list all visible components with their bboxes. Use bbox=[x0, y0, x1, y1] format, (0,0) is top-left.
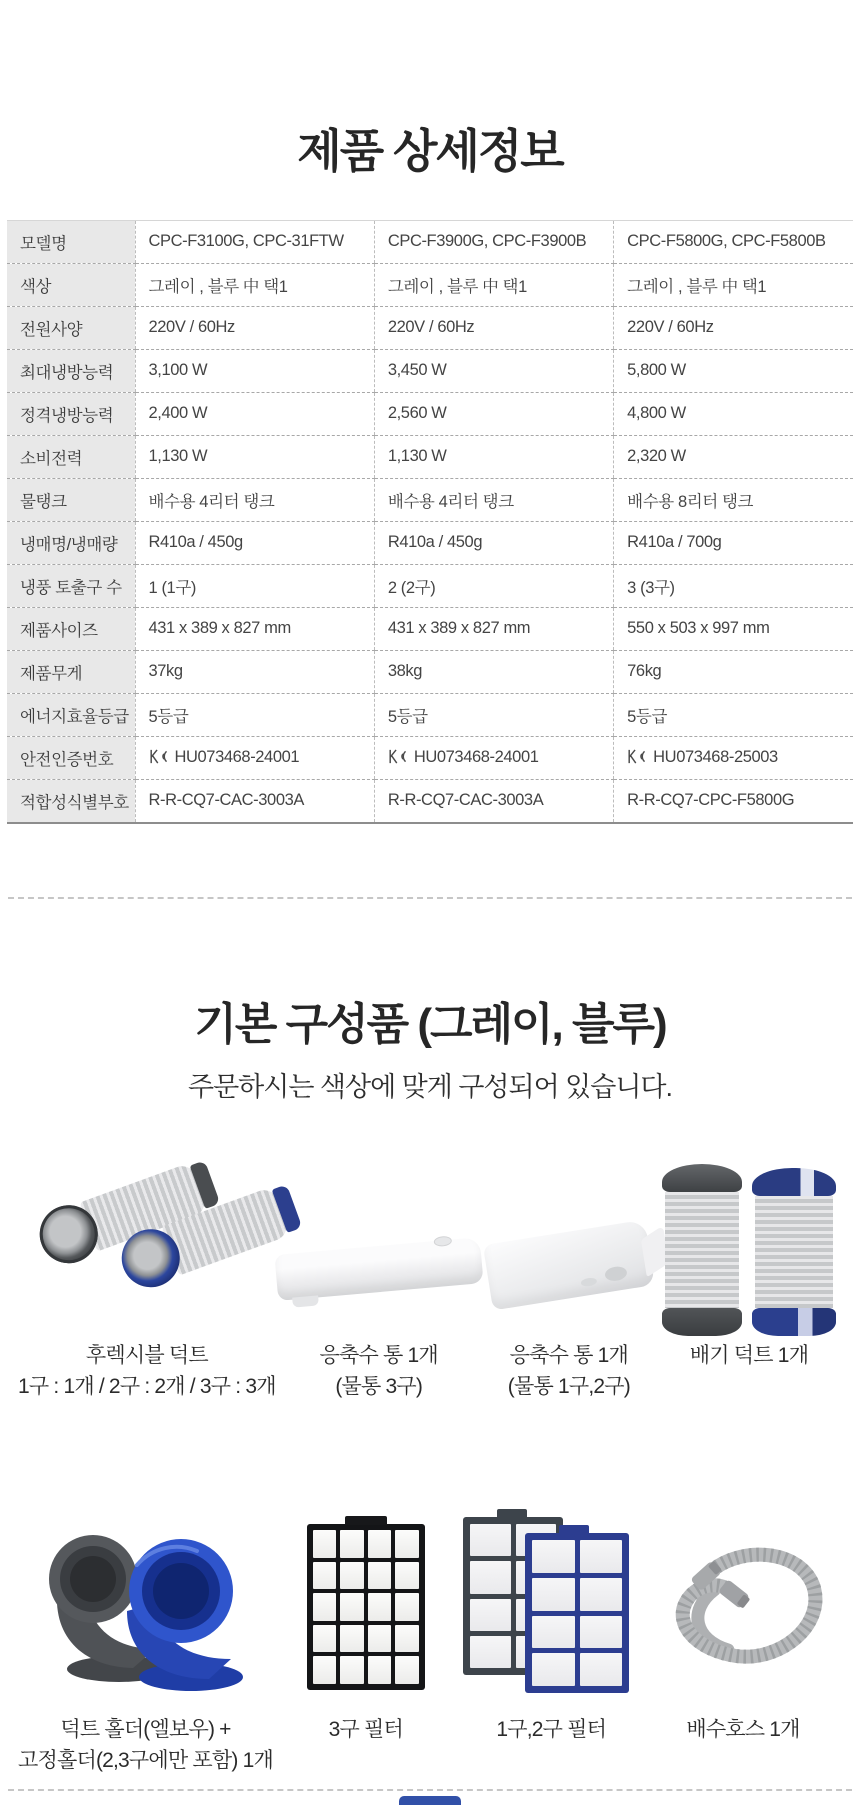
spec-value: 220V / 60Hz bbox=[614, 306, 853, 349]
spec-value: R410a / 450g bbox=[374, 521, 613, 564]
spec-value: 5등급 bbox=[374, 693, 613, 736]
exhaust-duct-drawing bbox=[656, 1148, 842, 1326]
spec-value: R410a / 700g bbox=[614, 521, 853, 564]
duct-holder-elbow-drawing bbox=[33, 1519, 259, 1695]
caption-line-1: 배수호스 1개 bbox=[686, 1718, 800, 1742]
spec-label: 냉매명/냉매량 bbox=[7, 521, 135, 564]
component-caption bbox=[320, 1340, 438, 1402]
spec-row bbox=[7, 306, 853, 349]
spec-label: 에너지효율등급 bbox=[7, 693, 135, 736]
spec-label: 전원사양 bbox=[7, 306, 135, 349]
section-divider bbox=[8, 1789, 852, 1791]
caption-line-1: 3구 필터 bbox=[328, 1718, 403, 1742]
spec-row bbox=[7, 263, 853, 306]
section-divider bbox=[8, 897, 852, 899]
next-section-image-cutoff bbox=[399, 1796, 461, 1805]
component-condensate-tank-12 bbox=[482, 1144, 656, 1402]
flexible-duct-image bbox=[18, 1144, 276, 1326]
spec-value-text: HU073468-24001 bbox=[413, 748, 539, 767]
spec-value: 550 x 503 x 997 mm bbox=[614, 607, 853, 650]
spec-value: 배수용 4리터 탱크 bbox=[135, 478, 374, 521]
spec-value: 그레이 , 블루 中 택1 bbox=[614, 263, 853, 306]
filter-12-drawing bbox=[463, 1517, 639, 1697]
spec-label: 냉풍 토출구 수 bbox=[7, 564, 135, 607]
spec-label: 정격냉방능력 bbox=[7, 392, 135, 435]
component-exhaust-duct bbox=[656, 1144, 842, 1402]
condensate-tank-3-drawing bbox=[274, 1237, 483, 1301]
spec-value bbox=[135, 736, 374, 779]
kc-certification-icon bbox=[388, 748, 407, 765]
spec-row bbox=[7, 736, 853, 779]
spec-value: R-R-CQ7-CPC-F5800G bbox=[614, 779, 853, 823]
spec-value: 1,130 W bbox=[135, 435, 374, 478]
spec-label: 제품사이즈 bbox=[7, 607, 135, 650]
spec-value: 배수용 8리터 탱크 bbox=[614, 478, 853, 521]
spec-label: 색상 bbox=[7, 263, 135, 306]
spec-label: 최대냉방능력 bbox=[7, 349, 135, 392]
spec-value: CPC-F3100G, CPC-31FTW bbox=[135, 220, 374, 263]
condensate-tank-12-image bbox=[482, 1144, 656, 1326]
spec-row bbox=[7, 779, 853, 823]
spec-row bbox=[7, 693, 853, 736]
flexible-duct-drawing bbox=[32, 1156, 262, 1326]
caption-line-2: 1구 : 1개 / 2구 : 2개 / 3구 : 3개 bbox=[18, 1374, 276, 1398]
component-flexible-duct bbox=[18, 1144, 276, 1402]
spec-value: CPC-F5800G, CPC-F5800B bbox=[614, 220, 853, 263]
spec-label: 물탱크 bbox=[7, 478, 135, 521]
filter-12-blue bbox=[525, 1533, 629, 1693]
component-filter-12 bbox=[459, 1514, 645, 1776]
spec-value: 2,560 W bbox=[374, 392, 613, 435]
component-caption bbox=[508, 1340, 630, 1402]
spec-value-text: HU073468-25003 bbox=[653, 748, 778, 767]
spec-value: CPC-F3900G, CPC-F3900B bbox=[374, 220, 613, 263]
components-grid-row-2 bbox=[18, 1514, 842, 1776]
filter-3-image bbox=[273, 1514, 459, 1700]
spec-value: 그레이 , 블루 中 택1 bbox=[135, 263, 374, 306]
spec-row bbox=[7, 435, 853, 478]
component-condensate-tank-3 bbox=[276, 1144, 482, 1402]
component-caption bbox=[686, 1714, 799, 1745]
spec-label: 제품무게 bbox=[7, 650, 135, 693]
component-duct-holder-elbow bbox=[18, 1514, 273, 1776]
exhaust-duct-blue bbox=[752, 1154, 836, 1336]
spec-value-text: HU073468-24001 bbox=[174, 748, 300, 767]
spec-value bbox=[614, 736, 853, 779]
filter-12-image bbox=[459, 1514, 645, 1700]
spec-value: 3,450 W bbox=[374, 349, 613, 392]
spec-row bbox=[7, 220, 853, 263]
spec-value: 76kg bbox=[614, 650, 853, 693]
spec-value: 5등급 bbox=[614, 693, 853, 736]
drain-hose-drawing bbox=[644, 1528, 842, 1686]
component-filter-3 bbox=[273, 1514, 459, 1776]
spec-value: 1 (1구) bbox=[135, 564, 374, 607]
spec-row bbox=[7, 650, 853, 693]
filter-3-drawing bbox=[307, 1524, 425, 1690]
exhaust-duct-gray bbox=[662, 1150, 742, 1336]
spec-row bbox=[7, 392, 853, 435]
spec-value: 그레이 , 블루 中 택1 bbox=[374, 263, 613, 306]
spec-value: 431 x 389 x 827 mm bbox=[374, 607, 613, 650]
caption-line-1: 1구,2구 필터 bbox=[496, 1718, 607, 1742]
caption-line-1: 응축수 통 1개 bbox=[319, 1343, 438, 1367]
spec-value: 3 (3구) bbox=[614, 564, 853, 607]
spec-row bbox=[7, 521, 853, 564]
spec-value bbox=[374, 736, 613, 779]
spec-value: 2,400 W bbox=[135, 392, 374, 435]
spec-label: 적합성식별부호 bbox=[7, 779, 135, 823]
spec-value: 37kg bbox=[135, 650, 374, 693]
components-subtitle: 주문하시는 색상에 맞게 구성되어 있습니다. bbox=[188, 1071, 672, 1102]
spec-table bbox=[7, 220, 853, 824]
spec-value: 배수용 4리터 탱크 bbox=[374, 478, 613, 521]
component-drain-hose bbox=[644, 1514, 842, 1776]
spec-value: 1,130 W bbox=[374, 435, 613, 478]
caption-line-1: 배기 덕트 1개 bbox=[689, 1343, 809, 1367]
spec-row bbox=[7, 349, 853, 392]
spec-row bbox=[7, 607, 853, 650]
spec-value: 431 x 389 x 827 mm bbox=[135, 607, 374, 650]
spec-value: R-R-CQ7-CAC-3003A bbox=[135, 779, 374, 823]
component-caption bbox=[496, 1714, 606, 1745]
component-caption bbox=[18, 1714, 273, 1776]
spec-label: 모델명 bbox=[7, 220, 135, 263]
page-title: 제품 상세정보 bbox=[297, 125, 563, 177]
caption-line-1: 덕트 홀더(엘보우) + bbox=[60, 1718, 231, 1742]
drain-hose-image bbox=[644, 1514, 842, 1700]
spec-value: 220V / 60Hz bbox=[135, 306, 374, 349]
kc-certification-icon bbox=[627, 748, 646, 765]
caption-line-2: (물통 3구) bbox=[335, 1374, 423, 1398]
spec-value: 5,800 W bbox=[614, 349, 853, 392]
kc-certification-icon bbox=[149, 748, 168, 765]
caption-line-2: (물통 1구,2구) bbox=[507, 1374, 630, 1398]
caption-line-1: 응축수 통 1개 bbox=[509, 1343, 629, 1367]
spec-row bbox=[7, 564, 853, 607]
exhaust-duct-image bbox=[656, 1144, 842, 1326]
spec-label: 소비전력 bbox=[7, 435, 135, 478]
spec-value: 4,800 W bbox=[614, 392, 853, 435]
component-caption bbox=[18, 1340, 276, 1402]
spec-value: 2 (2구) bbox=[374, 564, 613, 607]
components-title: 기본 구성품 (그레이, 블루) bbox=[194, 999, 666, 1049]
component-caption bbox=[329, 1714, 403, 1745]
spec-value: R-R-CQ7-CAC-3003A bbox=[374, 779, 613, 823]
spec-value: 38kg bbox=[374, 650, 613, 693]
spec-row bbox=[7, 478, 853, 521]
components-grid-row-1 bbox=[18, 1144, 842, 1402]
caption-line-2: 고정홀더(2,3구에만 포함) 1개 bbox=[18, 1749, 273, 1773]
spec-value: 5등급 bbox=[135, 693, 374, 736]
condensate-tank-3-image bbox=[276, 1144, 482, 1326]
component-caption bbox=[690, 1340, 808, 1371]
caption-line-1: 후렉시블 덕트 bbox=[85, 1343, 208, 1367]
spec-label: 안전인증번호 bbox=[7, 736, 135, 779]
spec-value: 220V / 60Hz bbox=[374, 306, 613, 349]
condensate-tank-12-drawing bbox=[483, 1219, 655, 1310]
spec-value: 2,320 W bbox=[614, 435, 853, 478]
spec-value: R410a / 450g bbox=[135, 521, 374, 564]
spec-value: 3,100 W bbox=[135, 349, 374, 392]
duct-holder-elbow-image bbox=[18, 1514, 273, 1700]
